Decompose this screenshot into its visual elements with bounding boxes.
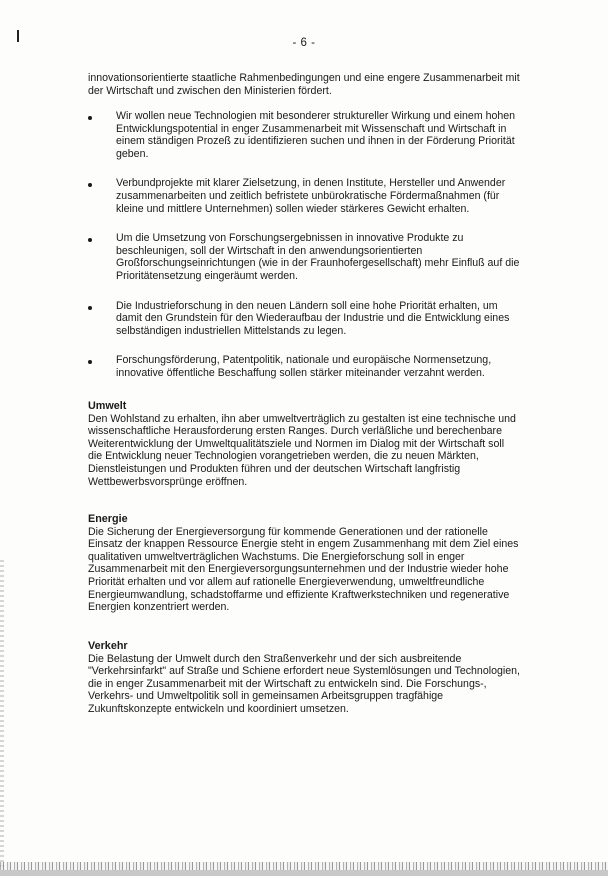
list-item xyxy=(88,232,520,282)
bullet-list xyxy=(88,110,520,397)
section-body: Die Belastung der Umwelt durch den Straßenverkehr und der sich ausbreitende "Verkehrsinfarkt" auf Straße und Schiene erfordert neue Systemlösungen und Technologien, die in enger Zusammenarbeit mit der Wirtschaft zu entwickeln sind. Die Forschungs-, Verkehrs- und Umweltpolitik soll in gemeinsamen Arbeitsgruppen tragfähige Zukunftskonzepte entwickeln und koordiniert umsetzen. xyxy=(88,652,520,715)
bullet-icon xyxy=(88,116,92,120)
list-item-text: Forschungsförderung, Patentpolitik, nationale und europäische Normensetzung, innovative öffentliche Beschaffung sollen stärker miteinander verzahnt werden. xyxy=(116,354,492,379)
list-item-text: Um die Umsetzung von Forschungsergebnissen in innovative Produkte zu beschleunigen, soll der Wirtschaft in den anwendungsorientierten Großforschungseinrichtungen (wie in der Fraunhofergesellschaft) mehr Einfluß auf die Prioritätensetzung eingeräumt werden. xyxy=(116,232,520,282)
list-item-text: Die Industrieforschung in den neuen Ländern soll eine hohe Priorität erhalten, um damit den Grundstein für den Wiederaufbau der Industrie und die Entwicklung eines selbständigen industriellen Mittelstands zu legen. xyxy=(116,299,510,337)
intro-paragraph: innovationsorientierte staatliche Rahmenbedingungen und eine engere Zusammenarbeit mit der Wirtschaft und zwischen den Ministerien fördert. xyxy=(88,72,520,97)
bullet-icon xyxy=(88,238,92,242)
list-item xyxy=(88,354,520,379)
bullet-icon xyxy=(88,183,92,187)
list-item-text: Verbundprojekte mit klarer Zielsetzung, in denen Institute, Hersteller und Anwender zusammenarbeiten und zeitlich befristete unbürokratische Fördermaßnahmen (für kleine und mittlere Unternehmen) sollen wieder stärkeres Gewicht erhalten. xyxy=(116,177,506,215)
scan-edge-bottom-shadow xyxy=(0,870,608,876)
section-umwelt xyxy=(88,400,520,488)
section-heading: Verkehr xyxy=(88,640,128,652)
list-item xyxy=(88,110,520,160)
list-item-text: Wir wollen neue Technologien mit besonderer struktureller Wirkung und einem hohen Entwicklungspotential in enger Zusammenarbeit mit Wissenschaft und Wirtschaft in einem ständigen Prozeß zu identifizieren suchen und ihnen in der Förderung Priorität geben. xyxy=(116,110,516,160)
section-heading: Energie xyxy=(88,513,128,525)
section-body: Den Wohlstand zu erhalten, ihn aber umweltverträglich zu gestalten ist eine technische und wissenschaftliche Herausforderung ersten Ranges. Durch verläßliche und berechenbare Weiterentwicklung der Umweltqualitätsziele und Normen im Dialog mit der Wirtschaft soll die Entwicklung neuer Technologien vorangetrieben werden, die zu neuen Märkten, Dienstleistungen und Produkten führen und der deutschen Wirtschaft langfristig Wettbewerbsvorsprünge eröffnen. xyxy=(88,412,516,488)
list-item xyxy=(88,177,520,215)
page-number: - 6 - xyxy=(292,37,316,49)
section-energie xyxy=(88,513,520,614)
section-heading: Umwelt xyxy=(88,400,127,412)
list-item xyxy=(88,300,520,338)
section-body: Die Sicherung der Energieversorgung für kommende Generationen und der rationelle Einsatz der knappen Ressource Energie steht in engem Zusammenhang mit dem Ziel eines qualitativen umweltverträglichen Wachstums. Die Energieforschung soll in enger Zusammenarbeit mit den Energieversorgungsunternehmen und der Industrie wieder hohe Priorität erhalten und vor allem auf rationelle Energieverwendung, umweltfreundliche Energieumwandlung, schadstoffarme und effiziente Kraftwerkstechniken und regenerative Energien konzentriert werden. xyxy=(88,525,519,614)
section-verkehr xyxy=(88,640,520,716)
bullet-icon xyxy=(88,360,92,364)
bullet-icon xyxy=(88,306,92,310)
scan-edge-left xyxy=(0,560,4,876)
